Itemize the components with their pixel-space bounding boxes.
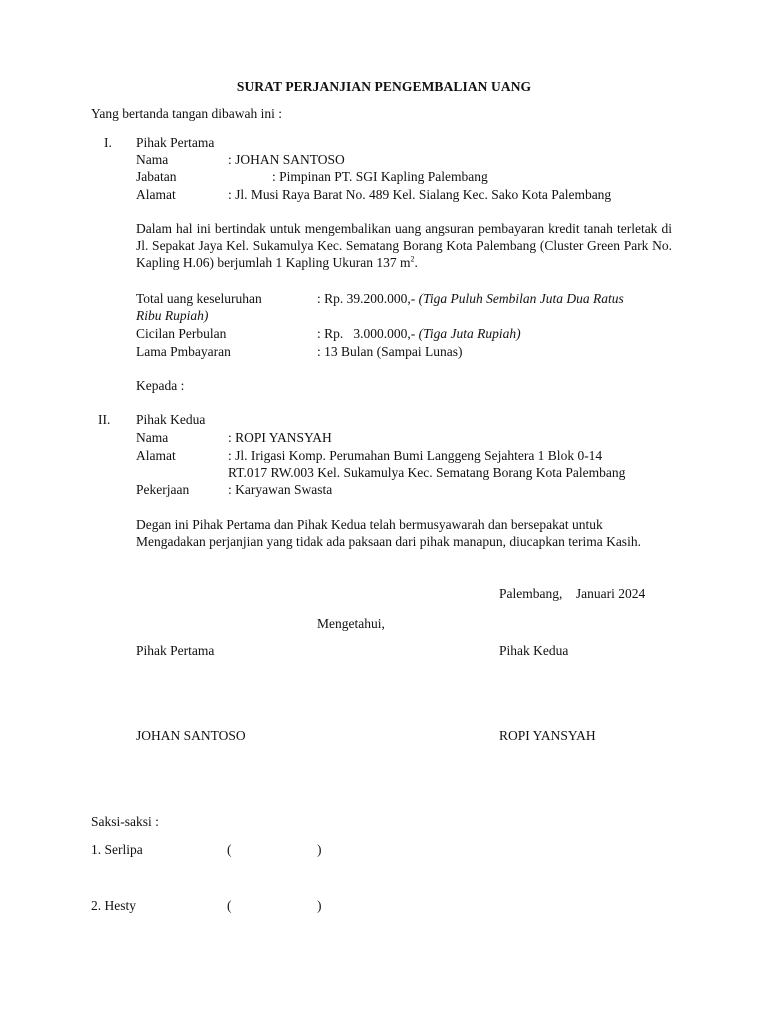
lama-value: : 13 Bulan (Sampai Lunas) — [317, 344, 463, 359]
witness-1-name: 1. Serlipa — [91, 842, 143, 857]
section-numeral-2: II. — [98, 412, 111, 427]
sign-left-role: Pihak Pertama — [136, 643, 215, 658]
total-value — [317, 290, 624, 307]
paragraph-kredit-suffix: . — [414, 255, 418, 270]
total-label: Total uang keseluruhan — [136, 291, 262, 306]
lama-label: Lama Pmbayaran — [136, 344, 231, 359]
pihak-kedua-heading: Pihak Kedua — [136, 412, 206, 427]
alamat-value-2-line2: RT.017 RW.003 Kel. Sukamulya Kec. Sematang Borang Kota Palembang — [228, 465, 626, 480]
cicilan-words: (Tiga Juta Rupiah) — [418, 326, 521, 341]
witness-1-open: ( — [227, 842, 232, 857]
sign-left-name: JOHAN SANTOSO — [136, 728, 246, 743]
nama-label-2: Nama — [136, 430, 169, 445]
alamat-value: : Jl. Musi Raya Barat No. 489 Kel. Sialang Kec. Sako Kota Palembang — [228, 187, 612, 202]
cicilan-label: Cicilan Perbulan — [136, 326, 227, 341]
document-title: SURAT PERJANJIAN PENGEMBALIAN UANG — [236, 79, 532, 94]
alamat-label-2: Alamat — [136, 448, 176, 463]
cicilan-amount: : Rp. 3.000.000,- — [317, 326, 416, 341]
section-numeral-1: I. — [104, 135, 112, 150]
alamat-label: Alamat — [136, 187, 176, 202]
superscript-square: 2 — [410, 254, 415, 264]
sign-right-role: Pihak Kedua — [499, 643, 569, 658]
pekerjaan-label: Pekerjaan — [136, 482, 190, 497]
alamat-value-2-line1: : Jl. Irigasi Komp. Perumahan Bumi Langgeng Sejahtera 1 Blok 0-14 — [228, 448, 603, 463]
total-words-line2: Ribu Rupiah) — [136, 308, 209, 323]
jabatan-value: : Pimpinan PT. SGI Kapling Palembang — [272, 169, 488, 184]
nama-label: Nama — [136, 152, 169, 167]
sign-right-name: ROPI YANSYAH — [499, 728, 596, 743]
kepada-text: Kepada : — [136, 378, 185, 393]
nama-value: : JOHAN SANTOSO — [228, 152, 345, 167]
pekerjaan-value: : Karyawan Swasta — [228, 482, 333, 497]
paragraph-kredit — [136, 220, 672, 271]
paragraph-kesepakatan: Degan ini Pihak Pertama dan Pihak Kedua telah bermusyawarah dan bersepakat untuk Mengadakan perjanjian yang tidak ada paksaan dari pihak manapun, diucapkan terima Kasih. — [136, 517, 641, 549]
witness-2-close: ) — [317, 898, 322, 913]
jabatan-label: Jabatan — [136, 169, 177, 184]
place-date: Palembang, Januari 2024 — [499, 586, 646, 601]
paragraph-kredit-text: Dalam hal ini bertindak untuk mengembalikan uang angsuran pembayaran kredit tanah terletak di Jl. Sepakat Jaya Kel. Sukamulya Kec. Sematang Borang Kota Palembang (Cluster Green Park No. Kapling H.06) berjumlah 1 Kapling Ukuran 137 m — [136, 221, 672, 270]
witness-2-open: ( — [227, 898, 232, 913]
saksi-heading: Saksi-saksi : — [91, 814, 159, 829]
total-words-line1: (Tiga Puluh Sembilan Juta Dua Ratus — [418, 291, 624, 306]
witness-1-close: ) — [317, 842, 322, 857]
intro-text: Yang bertanda tangan dibawah ini : — [91, 106, 282, 121]
total-amount: : Rp. 39.200.000,- — [317, 291, 416, 306]
pihak-pertama-heading: Pihak Pertama — [136, 135, 215, 150]
cicilan-value — [317, 325, 521, 342]
nama-value-2: : ROPI YANSYAH — [228, 430, 332, 445]
witness-2-name: 2. Hesty — [91, 898, 136, 913]
mengetahui-text: Mengetahui, — [317, 616, 385, 631]
